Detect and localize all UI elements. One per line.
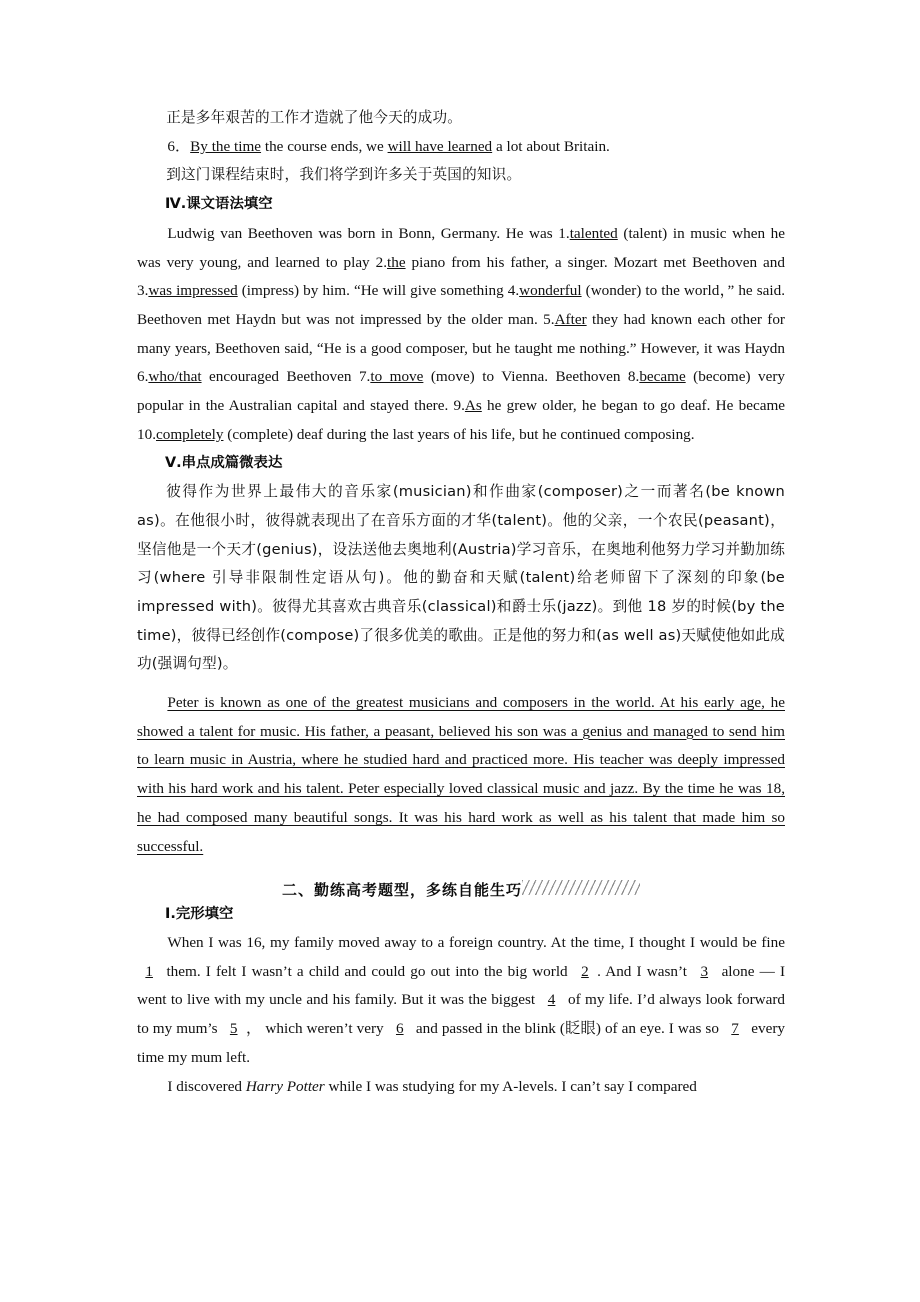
grammar-answer-4: wonderful [519,282,582,300]
writing-prompt-chinese: 彼得作为世界上最伟大的音乐家(musician)和作曲家(composer)之一而著名(be known as)。在他很小时，彼得就表现出了在音乐方面的才华(talent)。他的父亲，一个农民(peasant)，坚信他是一个天才(genius)，设法送他去奥地利(Austria)学习音乐，在奥地利他努力学习并勤加练习(where 引导非限制性定语从句)。他的勤奋和天赋(talent)给老师留下了深刻的印象(be impressed with)。彼得尤其喜欢古典音乐(classical)和爵士乐(jazz)。到他 18 岁的时候(by the time)，彼得已经创作(compose)了很多优美的歌曲。正是他的努力和(as well as)天赋使他如此成功(强调句型)。 [137,483,785,673]
cloze-text-3: . And I wasn’t [597,962,693,980]
grammar-text-8: (move) to Vienna. Beethoven 8. [423,368,640,386]
section-heading-writing: Ⅴ.串点成篇微表达 [165,455,283,472]
cloze-blank-1[interactable]: 1 [145,962,153,980]
grammar-text-1: Ludwig van Beethoven was born in Bonn, Germany. He was 1. [167,224,570,242]
cloze-blank-6[interactable]: 6 [395,1020,404,1038]
item6-answer-1: By the time [190,137,262,155]
exercise-item-6 [137,133,785,162]
grammar-answer-10: completely [155,425,224,443]
cloze-passage-paragraph-2 [137,1073,785,1102]
grammar-text-11: (complete) deaf during the last years of his life, but he continued composing. [223,425,695,443]
cloze-p2-post: while I was studying for my A-levels. I can’t say I compared [324,1077,697,1095]
grammar-text-7: encouraged Beethoven 7. [201,368,371,386]
section-heading-grammar: Ⅳ.课文语法填空 [165,196,273,213]
cloze-blank-4[interactable]: 4 [547,991,556,1009]
top-spacer [137,0,785,104]
grammar-fill-passage [137,219,785,450]
cloze-text-4: alone — I went to live with my uncle and his family. But it was the biggest [137,962,785,1009]
grammar-answer-2: the [387,253,406,271]
item6-answer-2: will have learned [387,137,493,155]
book-title-harry-potter: Harry Potter [245,1077,325,1095]
grammar-text-6: they had known each other for many years, Beethoven said, “He is a good composer, but he taught me nothing.” However, it was Haydn 6. [137,310,785,386]
item6-middle-text: the course ends, we [261,137,388,155]
grammar-text-10: he grew older, he began to go deaf. He became 10. [137,397,785,443]
cloze-text-7: and passed in the blink (眨眼) of an eye. I was so [411,1020,723,1038]
item6-number: 6． [167,137,191,155]
writing-answer-english: Peter is known as one of the greatest musicians and composers in the world. At his early age, he showed a talent for music. His father, a peasant, believed his son was a genius and managed to send him to learn music in Austria, where he studied hard and practiced more. His teacher was deeply impressed with his hard work and his talent. Peter especially loved classical music and jazz. By the time he was 18, he had composed many beautiful songs. It was his hard work as well as his talent that made him so successful. [137,694,785,855]
grammar-text-3: piano from his father, a singer. Mozart met Beethoven and 3. [137,253,785,300]
grammar-answer-8: became [639,368,686,386]
grammar-text-5: (wonder) to the world，” he said. Beethoven met Haydn but was not impressed by the older man. 5. [137,282,785,328]
grammar-answer-9: As [464,397,482,415]
cloze-blank-2[interactable]: 2 [581,962,589,980]
grammar-answer-6: who/that [148,368,202,386]
grammar-answer-5: After [554,310,587,328]
cloze-text-2: them. I felt I wasn’t a child and could go out into the big world [161,962,573,980]
cloze-blank-3[interactable]: 3 [700,962,709,980]
cloze-passage-paragraph-1 [137,929,785,1073]
cloze-blank-7[interactable]: 7 [731,1020,739,1038]
cloze-text-5: of my life. I’d always look forward to my mum’s [137,991,785,1038]
item6-translation: 到这门课程结束时，我们将学到许多关于英国的知识。 [166,166,522,184]
grammar-text-9: (become) very popular in the Australian capital and stayed there. 9. [137,368,785,415]
writing-gap [137,679,785,689]
grammar-text-2: (talent) in music when he was very young, and learned to play 2. [137,224,786,271]
top-translation-line: 正是多年艰苦的工作才造就了他今天的成功。 [166,109,463,126]
grammar-answer-7: to move [370,368,424,386]
cloze-blank-5[interactable]: 5 [229,1020,238,1038]
cloze-text-1: When I was 16, my family moved away to a foreign country. At the time, I thought I would be fine [167,933,785,951]
hatch-decoration-icon [522,880,640,895]
document-page [137,0,785,1302]
cloze-text-8: every time my mum left. [137,1020,785,1066]
cloze-p2-pre: I discovered [167,1077,246,1095]
section-heading-cloze: Ⅰ.完形填空 [165,906,234,923]
item6-tail-text: a lot about Britain. [492,137,610,155]
grammar-answer-1: talented [569,224,618,242]
section-banner-part-two [137,861,785,900]
cloze-text-6: ， which weren’t very [245,1020,388,1038]
section-banner-title: 二、勤练高考题型，多练自能生巧 [281,881,522,900]
grammar-text-4: (impress) by him. “He will give something 4. [237,282,520,300]
grammar-answer-3: was impressed [148,282,238,300]
